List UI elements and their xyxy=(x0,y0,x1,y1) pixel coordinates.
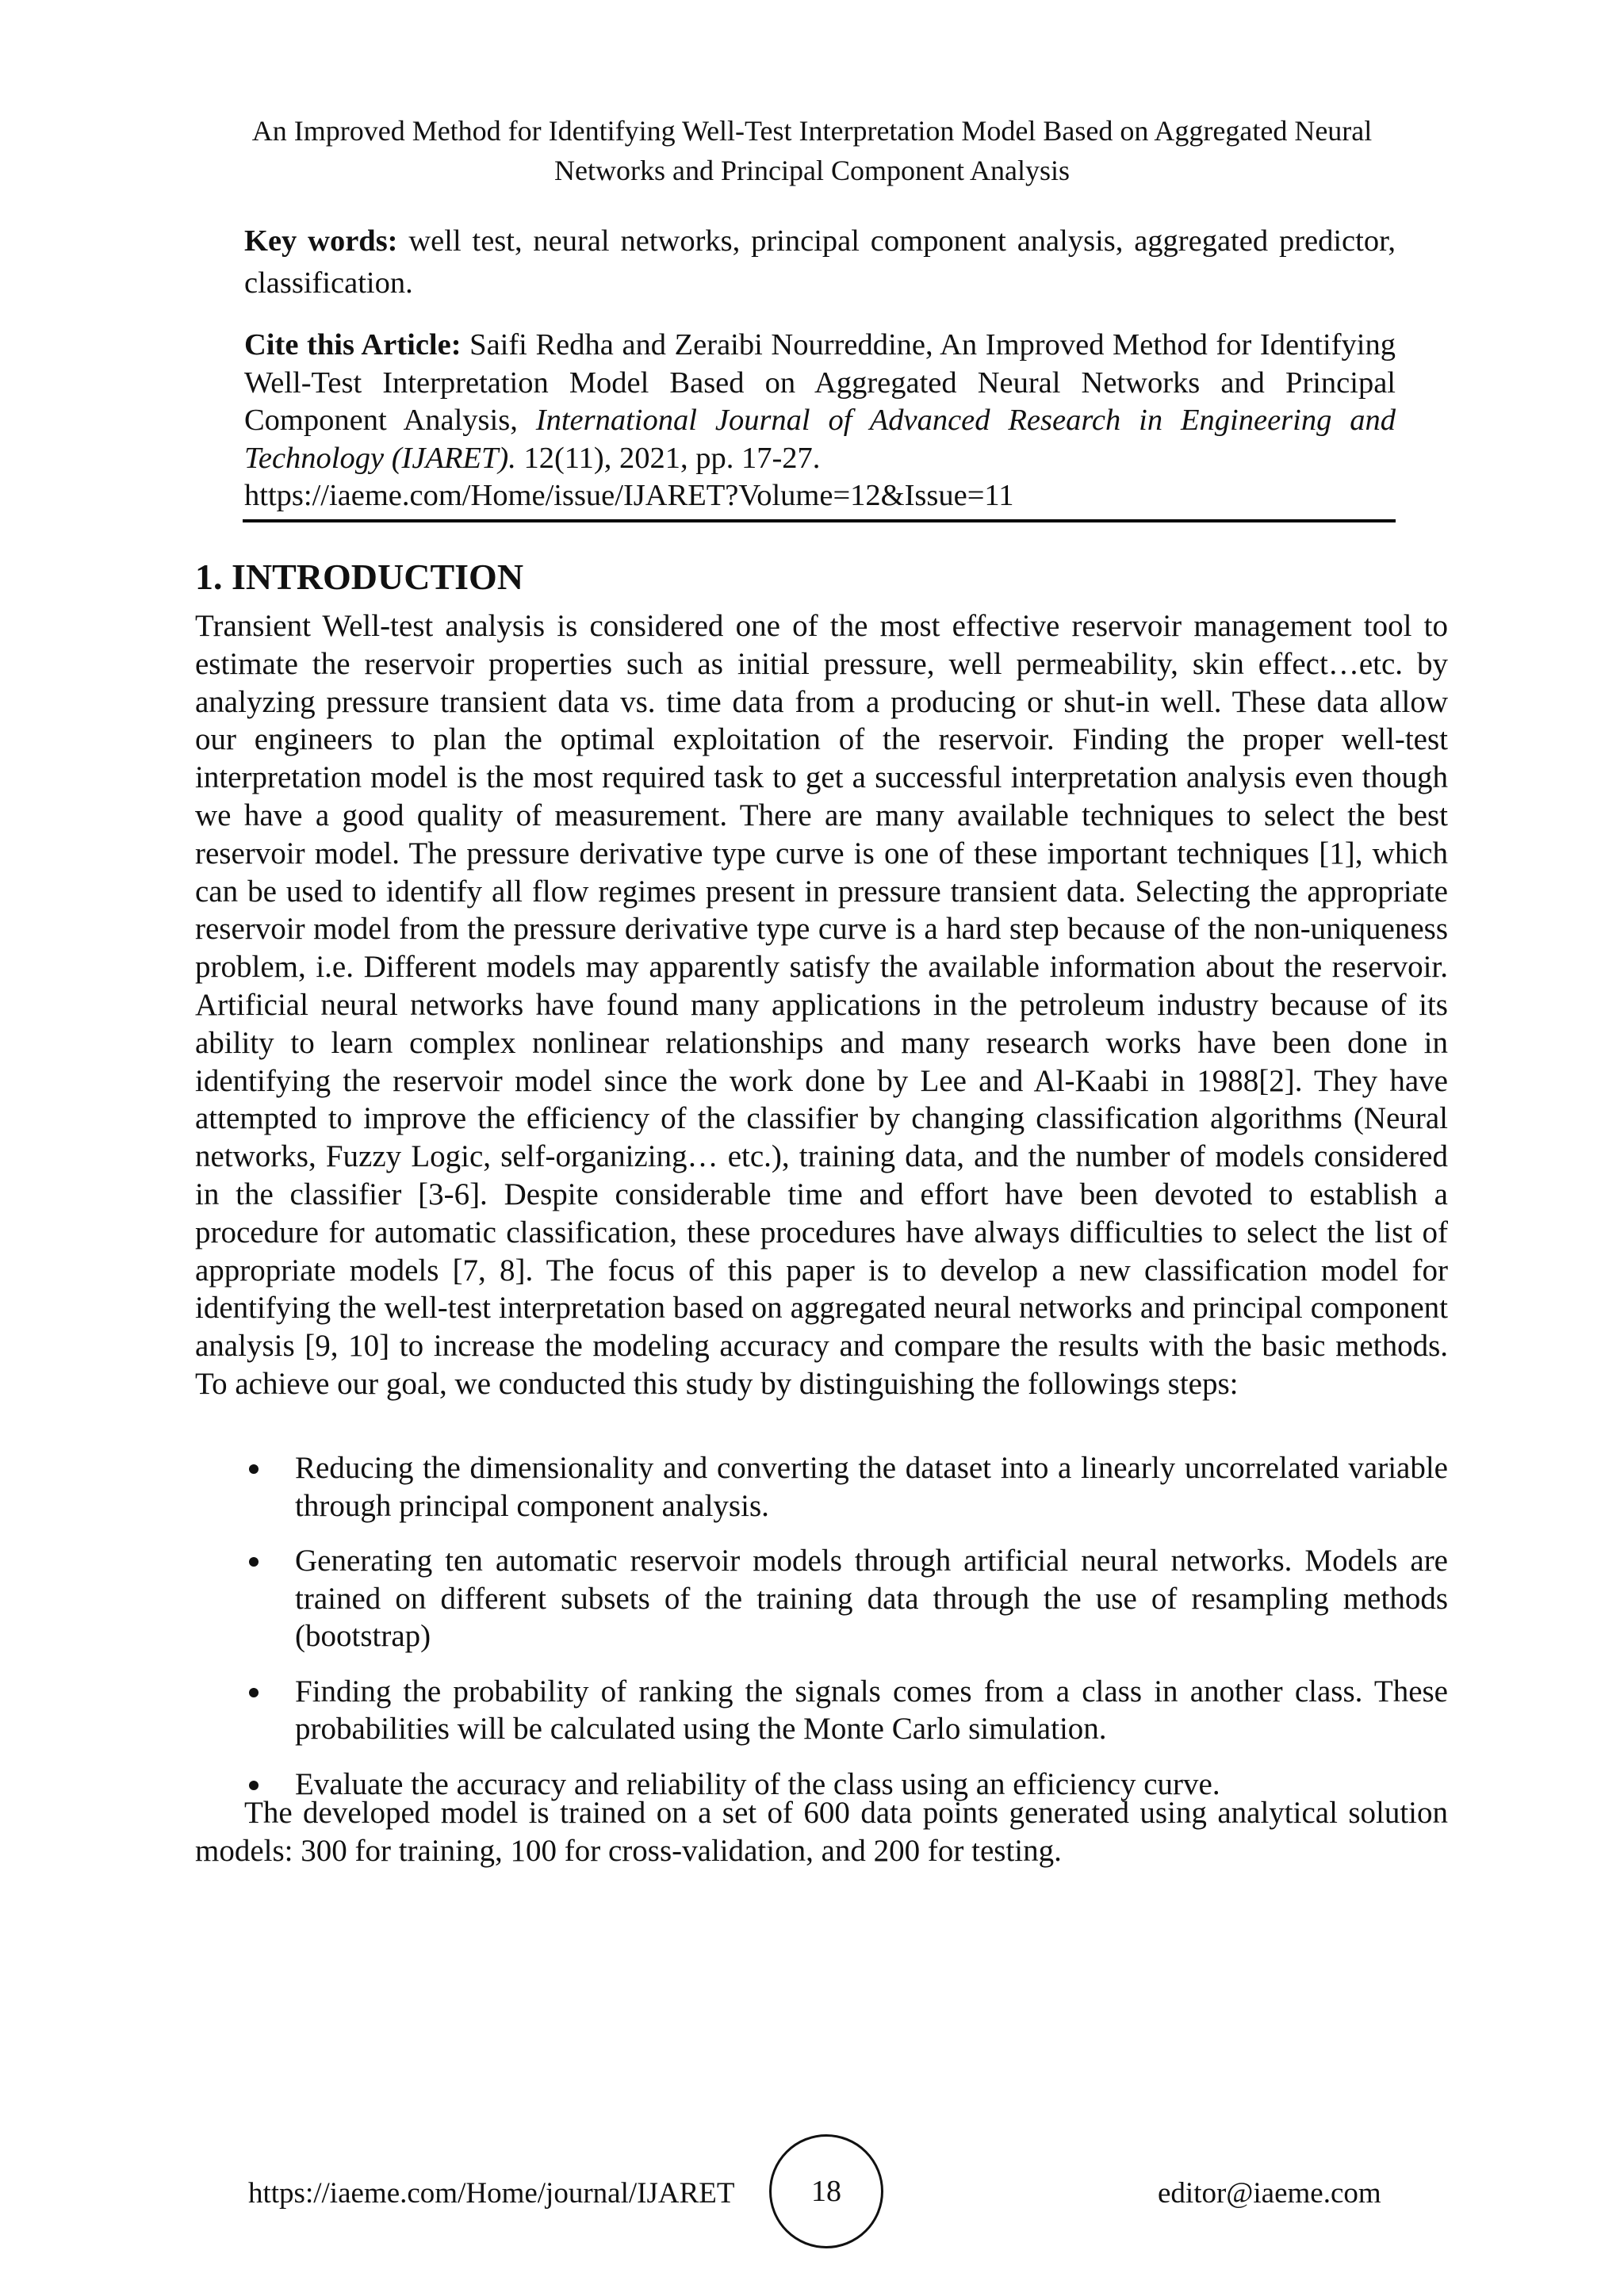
intro-paragraph: Transient Well-test analysis is considered one of the most effective reservoir management tool to estimate the reservoir properties such as initial pressure, well permeability, skin effect…etc. by analyzing pressure transient data vs. time data from a producing or shut-in well. These data allow our engineers to plan the optimal exploitation of the reservoir. Finding the proper well-test interpretation model is the most required task to get a successful interpretation analysis even though we have a good quality of measurement. There are many available techniques to select the best reservoir model. The pressure derivative type curve is one of these important techniques [1], which can be used to identify all flow regimes present in pressure transient data. Selecting the appropriate reservoir model from the pressure derivative type curve is a hard step because of the non-uniqueness problem, i.e. Different models may apparently satisfy the available information about the reservoir. Artificial neural networks have found many applications in the petroleum industry because of its ability to learn complex nonlinear relationships and many research works have been done in identifying the reservoir model since the work done by Lee and Al-Kaabi in 1988[2]. They have attempted to improve the efficiency of the classifier by changing classification algorithms (Neural networks, Fuzzy Logic, self-organizing… etc.), training data, and the number of models considered in the classifier [3-6]. Despite considerable time and effort have been devoted to establish a procedure for automatic classification, these procedures have always difficulties to select the list of appropriate models [7, 8]. The focus of this paper is to develop a new classification model for identifying the well-test interpretation based on aggregated neural networks and principal component analysis [9, 10] to increase the modeling accuracy and compare the results with the basic methods. To achieve our goal, we conducted this study by distinguishing the followings steps: xyxy=(195,609,1448,1401)
list-item-text: Finding the probability of ranking the signals comes from a class in another class. These probabilities will be calculated using the Monte Carlo simulation. xyxy=(295,1674,1448,1746)
list-item xyxy=(195,1673,1448,1748)
footer-journal-link[interactable]: https://iaeme.com/Home/journal/IJARET xyxy=(248,2177,735,2210)
bullet-icon xyxy=(249,1781,259,1790)
cite-block xyxy=(244,327,1396,515)
list-item-text: Generating ten automatic reservoir models through artificial neural networks. Models are trained on different subsets of the training data through the use of resampling methods (bootstrap) xyxy=(295,1544,1448,1653)
bullet-icon xyxy=(249,1464,259,1474)
bullet-icon xyxy=(249,1557,259,1567)
bullet-icon xyxy=(249,1688,259,1697)
list-item-text: Reducing the dimensionality and converting the dataset into a linearly uncorrelated variable through principal component analysis. xyxy=(295,1451,1448,1523)
cite-divider xyxy=(243,519,1396,522)
keywords-label: Key words: xyxy=(244,224,398,258)
running-head xyxy=(0,111,1624,190)
footer-email-link[interactable]: editor@iaeme.com xyxy=(1158,2177,1381,2210)
running-head-line-2: Networks and Principal Component Analysis xyxy=(554,155,1070,186)
running-head-line-1: An Improved Method for Identifying Well-Test Interpretation Model Based on Aggregated Neural xyxy=(251,115,1373,147)
cite-authors-title: Saifi Redha and Zeraibi Nourreddine, An Improved Method for Identifying Well-Test Interpretation Model Based on Aggregated Neural Networks and Principal Component Analysis, xyxy=(244,328,1396,437)
closing-paragraph: The developed model is trained on a set of 600 data points generated using analytical solution models: 300 for training, 100 for cross-validation, and 200 for testing. xyxy=(195,1796,1448,1868)
list-item xyxy=(195,1542,1448,1655)
steps-list xyxy=(195,1449,1448,1820)
cite-journal: International Journal of Advanced Research in Engineering and Technology (IJARET). xyxy=(244,404,1396,475)
list-item xyxy=(195,1449,1448,1525)
page-number: 18 xyxy=(769,2134,883,2248)
list-item-text: Evaluate the accuracy and reliability of the class using an efficiency curve. xyxy=(295,1766,1220,1801)
keywords-text: well test, neural networks, principal component analysis, aggregated predictor, classification. xyxy=(244,224,1396,300)
cite-label: Cite this Article: xyxy=(244,328,462,362)
cite-details: 12(11), 2021, pp. 17-27. xyxy=(523,441,821,475)
section-heading: 1. INTRODUCTION xyxy=(195,557,524,597)
cite-url[interactable]: https://iaeme.com/Home/issue/IJARET?Volume=12&Issue=11 xyxy=(244,479,1014,512)
keywords-block xyxy=(244,220,1396,304)
